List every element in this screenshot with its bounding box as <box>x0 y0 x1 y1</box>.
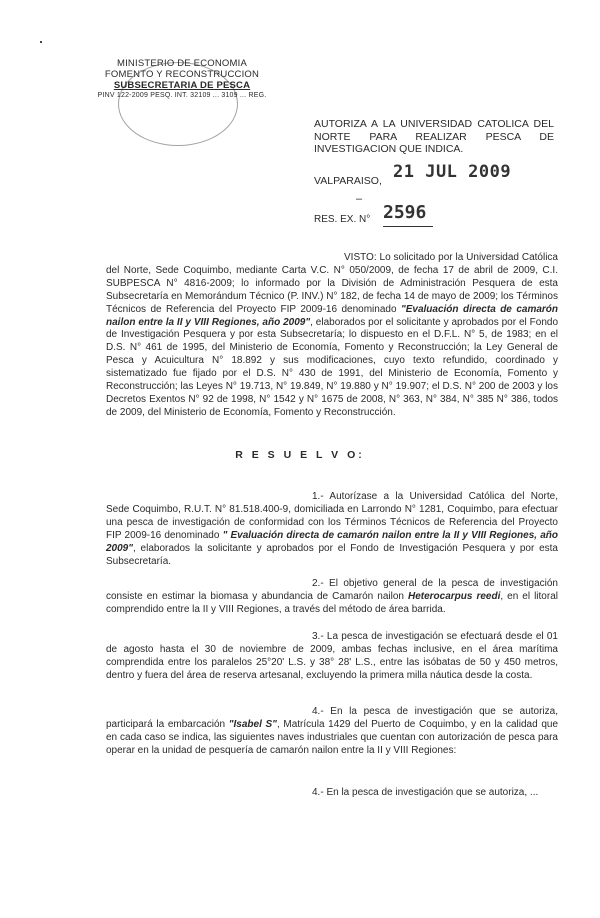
document-title: AUTORIZA A LA UNIVERSIDAD CATOLICA DEL NORTE PARA REALIZAR PESCA DE INVESTIGACION QUE INDICA. <box>314 118 554 155</box>
article-1-text-2: , elaborados la solicitante y aprobados por el Fondo de Investigación Pesquera y por esta Subsecretaría. <box>106 542 558 567</box>
ministry-line-2: FOMENTO Y RECONSTRUCCION <box>104 69 260 80</box>
ministry-line-1: MINISTERIO DE ECONOMIA <box>116 58 248 69</box>
visto-text: Lo solicitado por la Universidad Católica del Norte, Sede Coquimbo, mediante Carta V.C. N° 050/2009, de fecha 17 de abril de 2009, C.I. SUBPESCA N° 4816-2009; lo informado por la División de Administración Pesquera de esta Subsecretaría en Memorándum Técnico (P. INV.) N° 182, de fecha 14 de mayo de 2009; los Términos Técnicos de Referencia del Proyecto FIP 2009-16 denominado <box>106 252 558 315</box>
resuelvo-heading: R E S U E L V O: <box>235 449 365 461</box>
visto-text-2: , elaborados por el solicitante y aprobados por el Fondo de Investigación Pesquera y por esta Subsecretaría; lo dispuesto en el D.F.L. N° 5, de 1983; en el D.S. N° 461 de 1995, del Ministerio de Economía, Fomento y Reconstrucción; la Ley General de Pesca y Acuicultura N° 18.892 y sus modificaciones, cuyo texto refundido, coordinado y sistematizado fue fijado por el D.S. N° 430 de 1991, del Ministerio de Economía, Fomento y Reconstrucción; las Leyes N° 19.713, N° 19.849, N° 19.880 y N° 19.907; el D.S. N° 200 de 2003 y los Decretos Exentos N° 92 de 1998, N° 1542 y N° 1675 de 2008, N° 363, N° 384, N° 385 N° 386, todos de 2009, del Ministerio de Economía, Fomento y Reconstrucción. <box>106 316 559 418</box>
visto-project-name: "Evaluación directa de camarón nailon entre la II y VIII Regiones, año 2009" <box>106 303 559 328</box>
ministry-line-3: SUBSECRETARIA DE PESCA <box>113 80 251 91</box>
dash-mark: – <box>356 193 363 205</box>
article-4-text: 4.- En la pesca de investigación que se autoriza, participará la embarcación <box>106 706 558 730</box>
resolution-underline <box>383 226 433 227</box>
margin-mark <box>40 41 42 43</box>
ministry-header <box>92 58 272 100</box>
visto-label: VISTO: <box>344 252 377 263</box>
article-2-text: 2.- El objetivo general de la pesca de investigación consiste en estimar la biomasa y abundancia de Camarón nailon <box>106 578 558 602</box>
article-4 <box>106 706 558 758</box>
article-2-species: Heterocarpus reedi <box>407 590 501 602</box>
article-4-vessel: "Isabel S" <box>228 718 277 730</box>
article-2 <box>106 578 558 617</box>
ministry-line-4: PINV 122-2009 PESQ. INT. 32109 ... 3109 ... REG. <box>97 92 267 99</box>
article-3-text: 3.- La pesca de investigación se efectuará desde el 01 de agosto hasta el 30 de noviembre de 2009, ambas fechas inclusive, en el área marítima comprendida entre los paralelos 25°20' L.S. y 38° 28' L.S., entre las isóbatas de 50 y 450 metros, dentro y fuera del área de reserva artesanal, excluyendo la primera milla náutica desde la costa. <box>106 631 558 681</box>
article-1 <box>106 491 558 568</box>
article-4-text-2: , Matrícula 1429 del Puerto de Coquimbo, y en la calidad que en cada caso se indica, las siguientes naves industriales que cuentan con autorización de pesca para operar en la unidad de pesquería de camarón nailon entre la II y VIII Regiones: <box>106 718 559 756</box>
article-2-text-2: , en el litoral comprendido entre la II y VIII Regiones, a través del método de área barrida. <box>106 590 558 615</box>
resolution-number: 2596 <box>383 202 427 223</box>
date-stamp: 21 JUL 2009 <box>393 162 512 182</box>
article-1-project: " Evaluación directa de camarón nailon entre la II y VIII Regiones, año 2009" <box>106 529 558 554</box>
place-label: VALPARAISO, <box>314 175 382 187</box>
article-5 <box>106 787 558 800</box>
resolution-label: RES. EX. N° <box>314 214 371 225</box>
visto-paragraph <box>106 252 558 420</box>
article-3 <box>106 631 558 683</box>
article-5-text: 4.- En la pesca de investigación que se autoriza, ... <box>312 787 539 798</box>
article-1-text: 1.- Autorízase a la Universidad Católica del Norte, Sede Coquimbo, R.U.T. N° 81.518.400-9, domiciliada en Larrondo N° 1281, Coquimbo, para efectuar una pesca de investigación de conformidad con los Términos Técnicos de Referencia del Proyecto FIP 2009-16 denominado <box>106 491 558 541</box>
